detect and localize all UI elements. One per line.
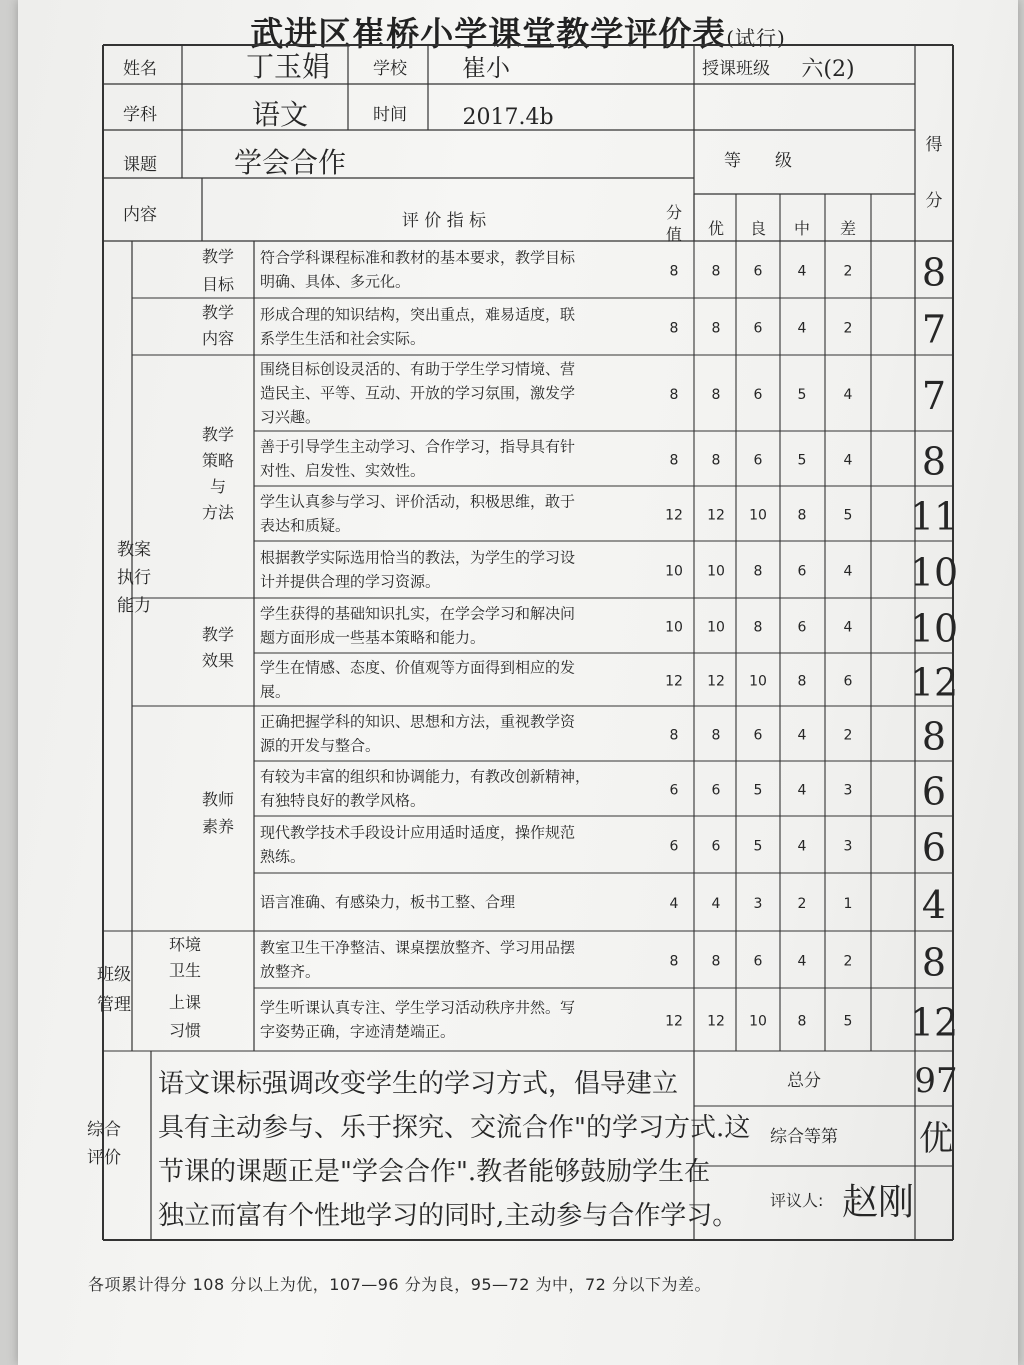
subcategory-label: 习惯 (168, 1021, 202, 1040)
grade-value: 2 (843, 320, 853, 337)
grade-value: 5 (753, 838, 763, 855)
grade-value: 6 (797, 563, 807, 580)
score-label-bottom: 分 (925, 191, 943, 211)
grade-value: 10 (749, 1013, 767, 1030)
grade-value: 6 (711, 782, 721, 799)
category-label: 教案 (117, 540, 151, 560)
indicator-text: 语言准确、有感染力，板书工整、合理 (260, 893, 516, 911)
score-value: 6 (921, 825, 947, 870)
subject-label: 学科 (123, 105, 157, 125)
grade-value: 6 (797, 619, 807, 636)
grade-value: 8 (669, 452, 679, 469)
summary-label: 综合 (87, 1120, 121, 1140)
summary-comment: 独立而富有个性地学习的同时,主动参与合作学习。 (158, 1201, 739, 1231)
grade-label: 等 级 (724, 151, 792, 171)
score-label-top: 得 (925, 135, 943, 155)
subcategory-label: 效果 (201, 651, 235, 670)
grade-value: 6 (843, 673, 853, 690)
grade-value: 6 (753, 387, 763, 403)
topic-value: 学会合作 (233, 146, 347, 179)
grade-value: 4 (797, 782, 807, 799)
summary-label: 评价 (87, 1148, 121, 1168)
grade-value: 4 (669, 896, 679, 912)
grade-value: 4 (843, 452, 853, 469)
class-value: 六(2) (801, 57, 855, 82)
grade-value: 8 (797, 673, 807, 690)
subcategory-label: 教学 (201, 425, 235, 444)
grade-value: 6 (753, 727, 763, 744)
name-value: 丁玉娟 (245, 50, 331, 83)
subcategory-label: 教学 (201, 303, 235, 322)
grade-value: 6 (669, 838, 679, 855)
subcategory-label: 上课 (168, 993, 202, 1012)
score-value: 10 (909, 550, 959, 595)
indicator-text: 习兴趣。 (260, 408, 321, 426)
grade-value: 2 (797, 896, 807, 912)
score-value: 8 (921, 940, 947, 985)
indicator-text: 有较为丰富的组织和协调能力，有教改创新精神， (260, 767, 591, 786)
grade-value: 4 (843, 619, 853, 636)
category-label: 能力 (117, 596, 151, 616)
form-title-suffix: (试行) (726, 26, 786, 50)
indicator-text: 造民主、平等、互动、开放的学习氛围，激发学 (260, 384, 576, 402)
indicator-text: 现代教学技术手段设计应用适时适度，操作规范 (260, 823, 576, 842)
subject-value: 语文 (251, 98, 309, 131)
indicator-text: 源的开发与整合。 (260, 736, 381, 755)
school-value: 崔小 (462, 54, 510, 82)
grade-value: 4 (797, 838, 807, 855)
reviewer-value: 赵刚 (841, 1182, 915, 1223)
poor-column-header: 差 (839, 219, 857, 238)
school-label: 学校 (373, 59, 407, 79)
grade-value: 12 (707, 507, 725, 524)
grade-value: 8 (669, 727, 679, 744)
grade-value: 8 (711, 263, 721, 280)
score-value: 8 (921, 439, 947, 484)
subcategory-label: 教学 (201, 247, 235, 266)
indicator-text: 字姿势正确，字迹清楚端正。 (260, 1022, 456, 1041)
medium-column-header: 中 (793, 219, 811, 238)
summary-comment: 节课的课题正是"学会合作".教者能够鼓励学生在 (158, 1157, 711, 1187)
grade-value: 6 (669, 782, 679, 799)
subcategory-label: 环境 (168, 935, 202, 954)
grade-value: 5 (797, 387, 807, 403)
category-label: 班级 (97, 965, 131, 985)
grade-value: 1 (843, 896, 853, 912)
score-value: 4 (921, 883, 947, 927)
grade-value: 4 (711, 896, 721, 912)
grade-value: 8 (711, 387, 721, 403)
score-value: 8 (921, 250, 947, 295)
total-value: 97 (914, 1061, 958, 1101)
grade-value: 8 (711, 320, 721, 337)
grade-value: 6 (711, 838, 721, 855)
grade-value: 3 (843, 782, 853, 799)
grade-value: 8 (797, 507, 807, 524)
score-value: 10 (909, 606, 959, 651)
grade-value: 6 (753, 452, 763, 469)
time-value: 2017.4b (462, 105, 554, 130)
grade-value: 12 (707, 1013, 725, 1030)
indicator-text: 表达和质疑。 (260, 516, 351, 535)
grade-value: 10 (665, 563, 683, 580)
indicator-text: 放整齐。 (260, 962, 321, 981)
time-label: 时间 (373, 105, 407, 125)
grade-value: 12 (707, 673, 725, 690)
grade-value: 6 (753, 953, 763, 970)
subcategory-label: 内容 (201, 329, 235, 348)
indicator-text: 熟练。 (260, 847, 306, 866)
summary-comment: 具有主动参与、乐于探究、交流合作"的学习方式.这 (158, 1113, 751, 1143)
grade-value: 12 (665, 507, 683, 524)
indicator-text: 计并提供合理的学习资源。 (260, 572, 441, 591)
form-title: 武进区崔桥小学课堂教学评价表 (250, 14, 727, 53)
category-label: 执行 (117, 568, 151, 588)
subcategory-label: 卫生 (168, 961, 202, 980)
grade-value: 4 (797, 263, 807, 280)
grade-value: 8 (711, 727, 721, 744)
subcategory-label: 教师 (201, 790, 235, 809)
indicator-text: 有独特良好的教学风格。 (260, 791, 426, 810)
indicator-text: 学生认真参与学习、评价活动，积极思维，敢于 (260, 492, 576, 511)
grade-value: 4 (843, 563, 853, 580)
subcategory-label: 目标 (201, 275, 235, 294)
content-column-header: 内容 (123, 205, 157, 225)
grade-value: 2 (843, 727, 853, 744)
grade-value: 8 (797, 1013, 807, 1030)
subcategory-label: 方法 (201, 503, 235, 522)
indicator-text: 学生获得的基础知识扎实，在学会学习和解决问 (260, 604, 576, 623)
grade-value: 3 (843, 838, 853, 855)
grade-value: 8 (711, 452, 721, 469)
evaluation-table (18, 0, 1018, 1365)
evaluation-form-paper (18, 0, 1018, 1365)
score-value: 11 (909, 494, 959, 539)
score-value: 7 (921, 307, 947, 352)
grade-value: 3 (753, 896, 763, 912)
grade-value: 4 (797, 953, 807, 970)
grade-value: 8 (711, 953, 721, 970)
overall-label: 综合等第 (770, 1127, 838, 1147)
grade-value: 8 (669, 320, 679, 337)
grade-value: 2 (843, 263, 853, 280)
grade-value: 5 (843, 1013, 853, 1030)
indicator-text: 根据教学实际选用恰当的教法，为学生的学习设 (260, 548, 576, 567)
subcategory-label: 素养 (201, 817, 235, 836)
indicator-text: 题方面形成一些基本策略和能力。 (260, 628, 486, 647)
indicator-text: 善于引导学生主动学习、合作学习，指导具有针 (260, 437, 576, 456)
grade-value: 10 (707, 619, 725, 636)
points-column-header: 分 (665, 203, 683, 222)
grade-value: 8 (669, 387, 679, 403)
table-cells (87, 50, 958, 1231)
overall-value: 优 (919, 1119, 953, 1159)
indicator-text: 正确把握学科的知识、思想和方法，重视教学资 (260, 712, 576, 731)
indicator-text: 对性、启发性、实效性。 (260, 461, 426, 480)
indicator-text: 符合学科课程标准和教材的基本要求，教学目标 (260, 248, 576, 267)
good-column-header: 良 (749, 219, 767, 238)
footer-note: 各项累计得分 108 分以上为优，107—96 分为良，95—72 为中，72 分以下为差。 (88, 1275, 711, 1294)
indicator-text: 展。 (260, 682, 291, 701)
grade-value: 4 (797, 727, 807, 744)
grade-value: 10 (665, 619, 683, 636)
indicator-text: 学生在情感、态度、价值观等方面得到相应的发 (260, 658, 576, 677)
grade-value: 12 (665, 673, 683, 690)
points-column-header: 值 (665, 225, 683, 244)
grade-value: 5 (843, 507, 853, 524)
indicator-text: 围绕目标创设灵活的、有助于学生学习情境、营 (260, 360, 576, 378)
grade-value: 2 (843, 953, 853, 970)
score-value: 7 (921, 374, 947, 418)
topic-label: 课题 (123, 155, 157, 175)
total-label: 总分 (787, 1071, 821, 1091)
excellent-column-header: 优 (707, 219, 725, 238)
indicator-text: 明确、具体、多元化。 (260, 272, 411, 291)
grade-value: 6 (753, 320, 763, 337)
grade-value: 8 (669, 953, 679, 970)
name-label: 姓名 (123, 59, 157, 79)
indicator-text: 学生听课认真专注、学生学习活动秩序井然。写 (260, 998, 576, 1017)
grade-value: 10 (749, 507, 767, 524)
indicator-text: 教室卫生干净整洁、课桌摆放整齐、学习用品摆 (260, 938, 576, 957)
indicator-text: 形成合理的知识结构，突出重点，难易适度，联 (260, 305, 576, 324)
score-value: 12 (909, 660, 959, 705)
summary-comment: 语文课标强调改变学生的学习方式，倡导建立 (158, 1069, 679, 1099)
grade-value: 4 (843, 387, 853, 403)
category-label: 管理 (97, 995, 131, 1015)
grade-value: 10 (749, 673, 767, 690)
score-value: 6 (921, 769, 947, 814)
indicator-column-header: 评 价 指 标 (401, 211, 487, 231)
subcategory-label: 与 (209, 477, 227, 496)
grade-value: 6 (753, 263, 763, 280)
grade-value: 8 (753, 563, 763, 580)
subcategory-label: 策略 (201, 451, 235, 470)
subcategory-label: 教学 (201, 625, 235, 644)
grade-value: 12 (665, 1013, 683, 1030)
grade-value: 8 (669, 263, 679, 280)
reviewer-label: 评议人: (770, 1191, 824, 1210)
grade-value: 10 (707, 563, 725, 580)
grade-value: 4 (797, 320, 807, 337)
score-value: 12 (909, 1000, 959, 1045)
class-label: 授课班级 (702, 59, 770, 79)
score-value: 8 (921, 714, 947, 759)
grade-value: 5 (753, 782, 763, 799)
grade-value: 8 (753, 619, 763, 636)
grade-value: 5 (797, 452, 807, 469)
indicator-text: 系学生生活和社会实际。 (260, 329, 426, 348)
